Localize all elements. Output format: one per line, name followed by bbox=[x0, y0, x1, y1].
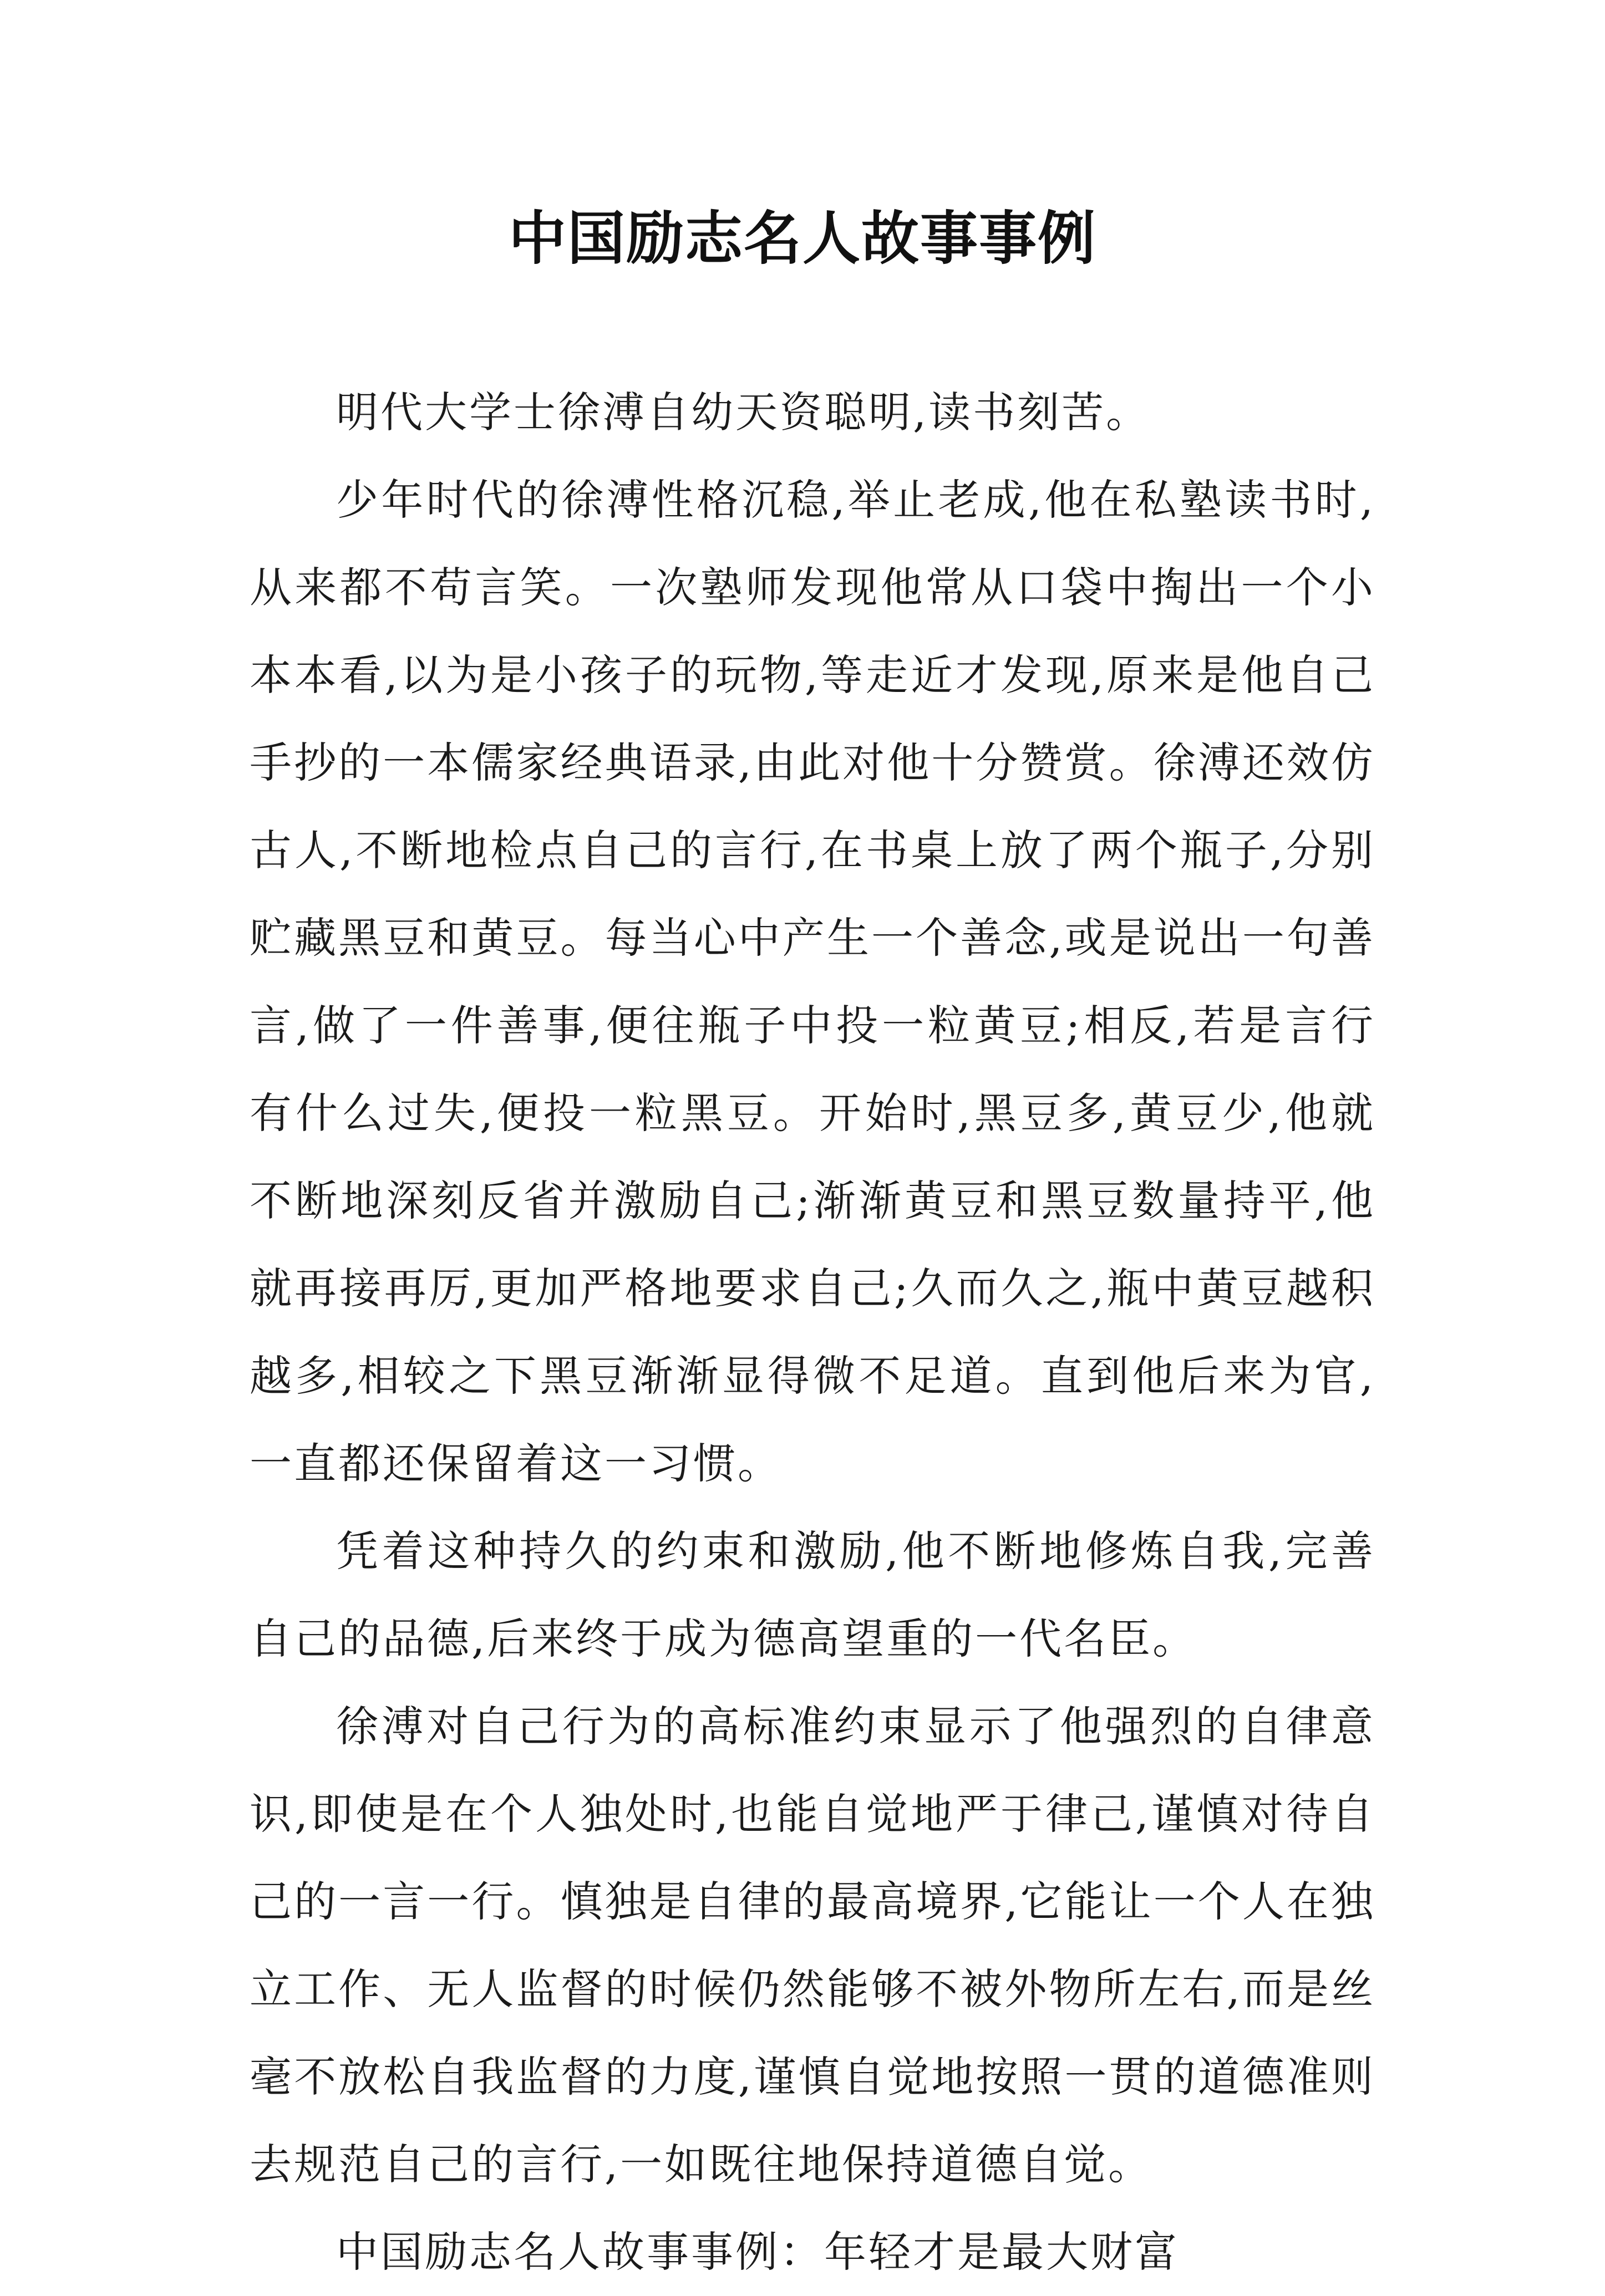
paragraph: 少年时代的徐溥性格沉稳,举止老成,他在私塾读书时,从来都不苟言笑。一次塾师发现他常从口袋中掏出一个小本本看,以为是小孩子的玩物,等走近才发现,原来是他自己手抄的一本儒家经典语录,由此对他十分赞赏。徐溥还效仿古人,不断地检点自己的言行,在书桌上放了两个瓶子,分别贮藏黑豆和黄豆。每当心中产生一个善念,或是说出一句善言,做了一件善事,便往瓶子中投一粒黄豆;相反,若是言行有什么过失,便投一粒黑豆。开始时,黑豆多,黄豆少,他就不断地深刻反省并激励自己;渐渐黄豆和黑豆数量持平,他就再接再厉,更加严格地要求自己;久而久之,瓶中黄豆越积越多,相较之下黑豆渐渐显得微不足道。直到他后来为官,一直都还保留着这一习惯。 bbox=[250, 475, 1375, 1488]
paragraph: 中国励志名人故事事例：年轻才是最大财富 bbox=[336, 2227, 1179, 2277]
document-body bbox=[250, 369, 1375, 2296]
paragraph: 凭着这种持久的约束和激励,他不断地修炼自我,完善自己的品德,后来终于成为德高望重的一代名臣。 bbox=[250, 1526, 1375, 1663]
document-title: 中国励志名人故事事例 bbox=[508, 204, 1096, 272]
paragraph: 明代大学士徐溥自幼天资聪明,读书刻苦。 bbox=[336, 388, 1151, 437]
paragraph: 徐溥对自己行为的高标准约束显示了他强烈的自律意识,即使是在个人独处时,也能自觉地严于律己,谨慎对待自己的一言一行。慎独是自律的最高境界,它能让一个人在独立工作、无人监督的时候仍然能够不被外物所左右,而是丝毫不放松自我监督的力度,谨慎自觉地按照一贯的道德准则去规范自己的言行,一如既往地保持道德自觉。 bbox=[250, 1702, 1375, 2189]
